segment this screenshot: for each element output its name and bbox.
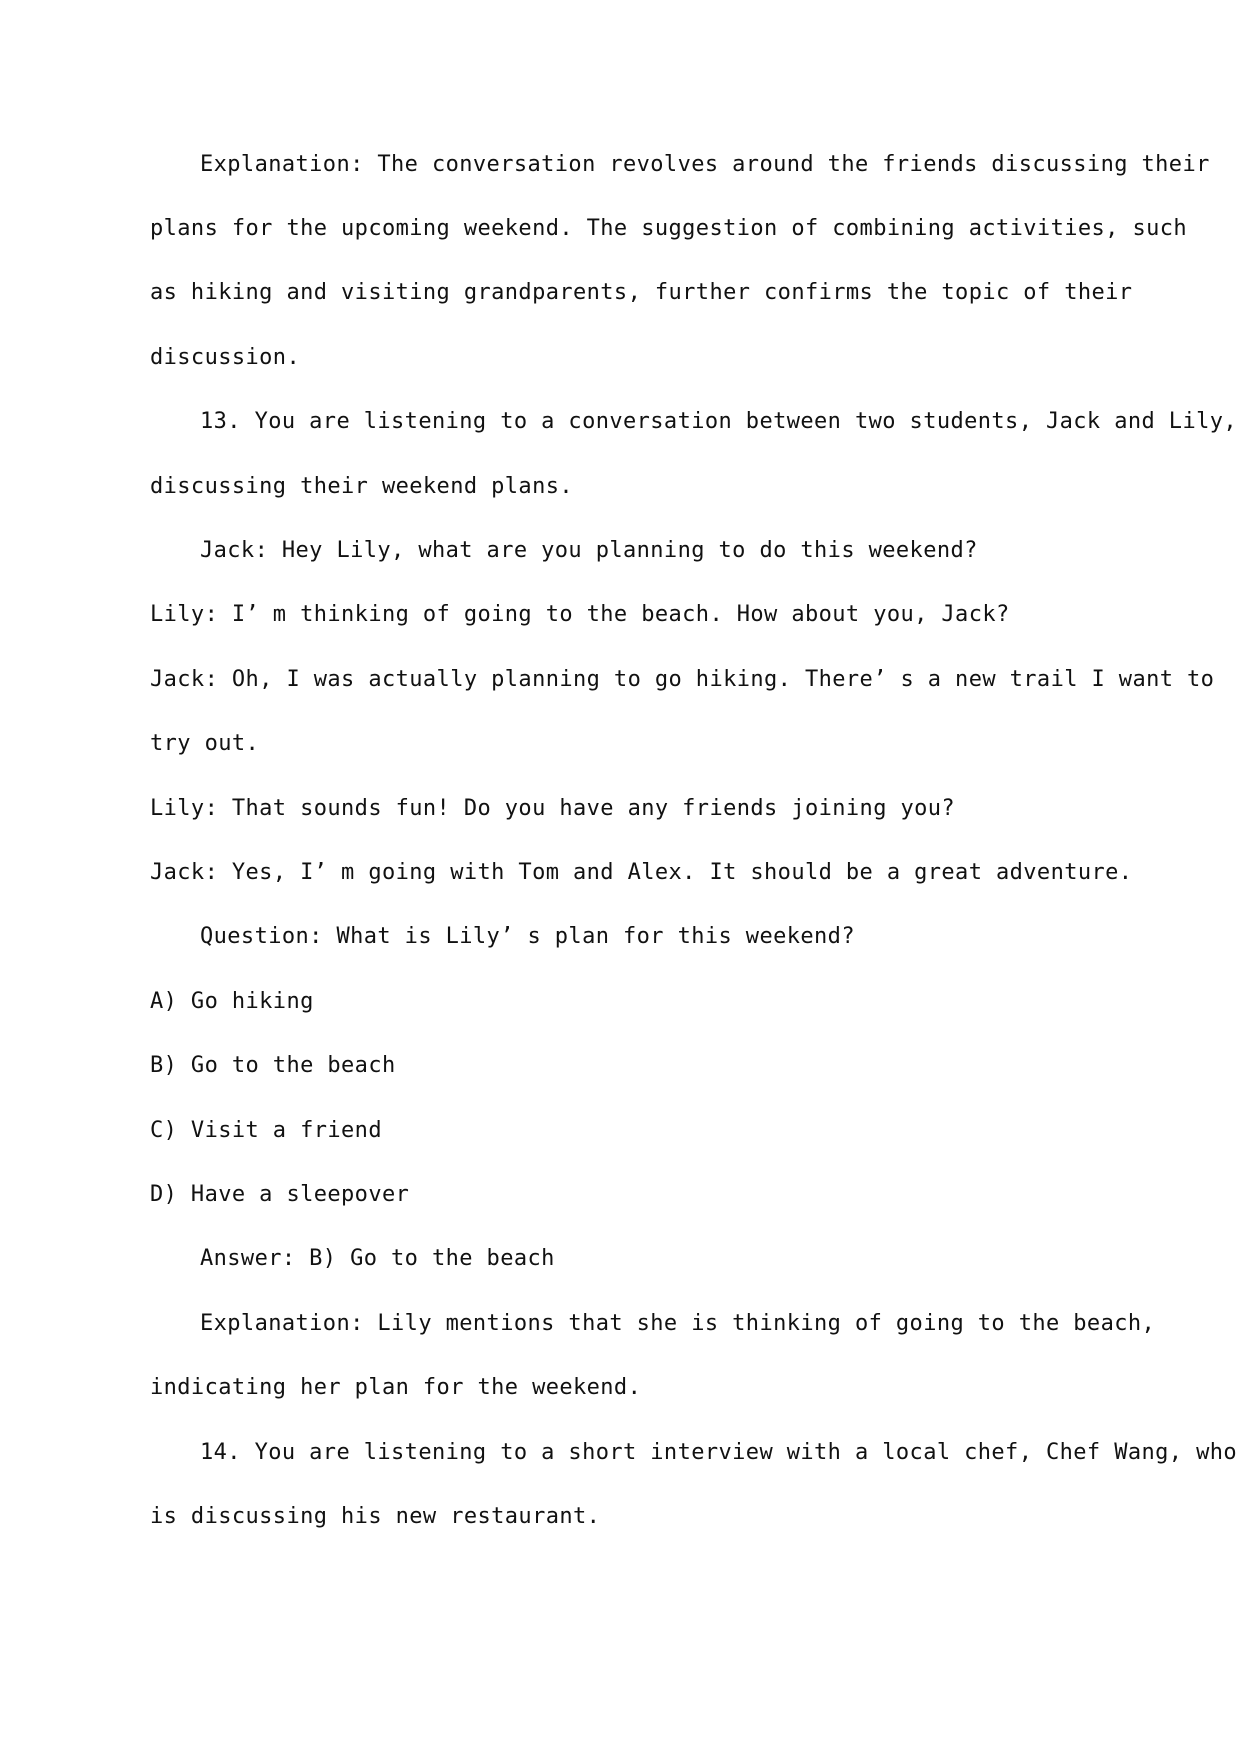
option-c: C) Visit a friend [150, 1118, 382, 1143]
question-13-explanation-line-1: Explanation: Lily mentions that she is thinking of going to the beach, [200, 1311, 1156, 1336]
option-d: D) Have a sleepover [150, 1182, 410, 1207]
dialogue-line: Lily: I’ m thinking of going to the beach. How about you, Jack? [150, 602, 1010, 627]
option-a: A) Go hiking [150, 989, 314, 1014]
dialogue-line: try out. [150, 731, 260, 756]
dialogue-line: Lily: That sounds fun! Do you have any friends joining you? [150, 796, 956, 821]
question-13-question: Question: What is Lily’ s plan for this weekend? [200, 924, 855, 949]
explanation-12-line-3: as hiking and visiting grandparents, further confirms the topic of their [150, 280, 1133, 305]
explanation-12-line-1: Explanation: The conversation revolves around the friends discussing their [200, 152, 1210, 177]
question-13-explanation-line-2: indicating her plan for the weekend. [150, 1375, 642, 1400]
question-13-intro-line-2: discussing their weekend plans. [150, 474, 573, 499]
dialogue-line: Jack: Oh, I was actually planning to go hiking. There’ s a new trail I want to [150, 667, 1215, 692]
question-13-intro-line-1: 13. You are listening to a conversation between two students, Jack and Lily, [200, 409, 1238, 434]
dialogue-line: Jack: Yes, I’ m going with Tom and Alex. It should be a great adventure. [150, 860, 1133, 885]
question-13-answer: Answer: B) Go to the beach [200, 1246, 555, 1271]
explanation-12-line-4: discussion. [150, 345, 301, 370]
option-b: B) Go to the beach [150, 1053, 396, 1078]
dialogue-line: Jack: Hey Lily, what are you planning to do this weekend? [200, 538, 978, 563]
explanation-12-line-2: plans for the upcoming weekend. The suggestion of combining activities, such [150, 216, 1188, 241]
question-14-intro-line-1: 14. You are listening to a short interview with a local chef, Chef Wang, who [200, 1440, 1238, 1465]
question-14-intro-line-2: is discussing his new restaurant. [150, 1504, 601, 1529]
